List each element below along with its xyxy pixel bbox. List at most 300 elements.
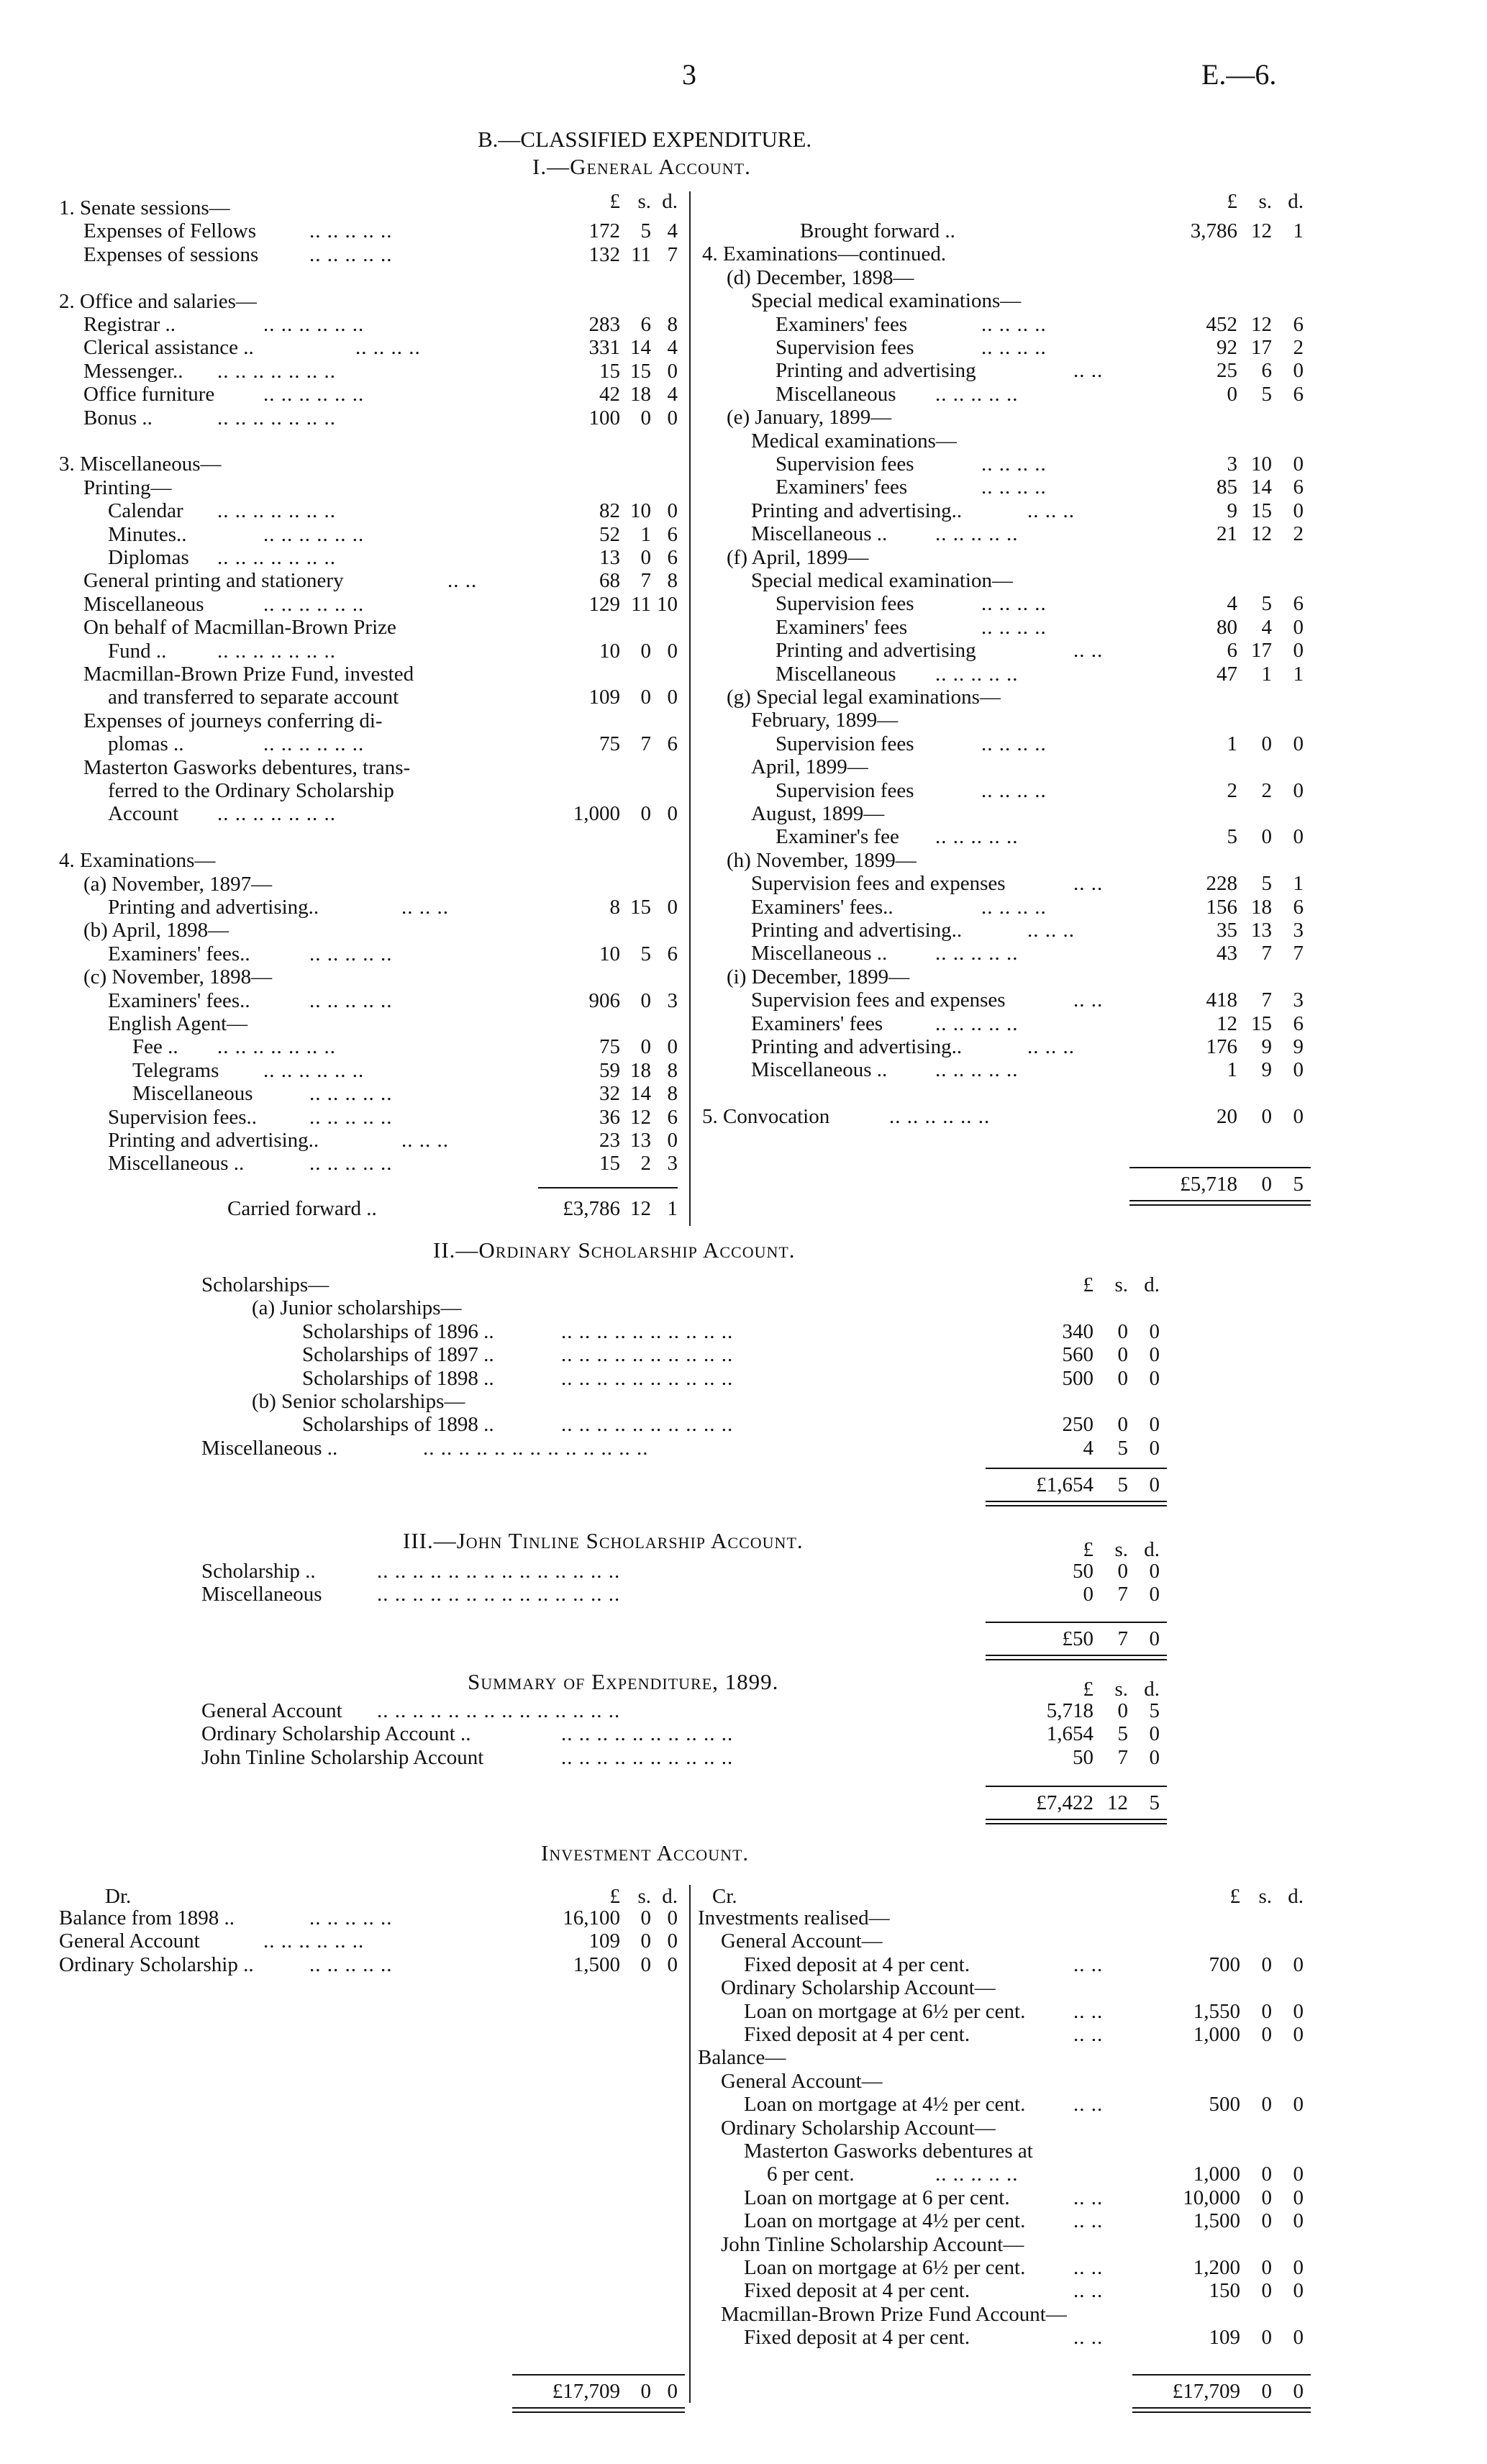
amount-shillings: 15 [1251, 499, 1272, 522]
amount-pounds: 228 [1206, 872, 1237, 896]
amount-shillings: 12 [630, 1105, 651, 1129]
amount-shillings: 0 [640, 406, 651, 429]
column-divider [689, 191, 691, 1226]
header-pounds: £ [1083, 1678, 1093, 1701]
row-label: Brought forward .. [800, 219, 955, 242]
amount-pence: 0 [1149, 1343, 1160, 1367]
row-label: 1. Senate sessions— [59, 196, 230, 219]
amount-pence: 0 [667, 1035, 678, 1059]
amount-pence: 0 [1149, 1436, 1160, 1460]
row-label: Calendar [108, 499, 183, 523]
total-rule [512, 2407, 685, 2409]
header-shillings: s. [1258, 1885, 1272, 1908]
row-label: Macmillan-Brown Prize Fund Account— [721, 2302, 1067, 2326]
row-label: Supervision fees [776, 778, 914, 802]
amount-pence: 0 [1149, 1413, 1160, 1437]
row-label: General Account [201, 1699, 342, 1722]
leader-dots: .. .. .. .. .. [309, 1906, 393, 1929]
leader-dots: .. .. [1073, 2256, 1104, 2279]
amount-shillings: 18 [630, 1058, 651, 1082]
amount-pence: 0 [1293, 453, 1304, 476]
leader-dots: .. .. [1073, 1999, 1104, 2023]
amount-pence: 0 [1293, 732, 1304, 755]
header-pounds: £ [609, 190, 620, 213]
header-pence: d. [1288, 190, 1304, 213]
page-number: 3 [682, 58, 696, 91]
amount-pounds: 176 [1206, 1035, 1237, 1058]
header-pence: d. [662, 1885, 678, 1908]
amount-pounds: 8 [609, 896, 620, 919]
header-pounds: £ [1227, 190, 1237, 213]
row-label: General Account— [721, 2069, 883, 2093]
amount-pence: 8 [667, 1082, 678, 1106]
amount-pounds: 15 [599, 1152, 620, 1176]
row-label: Scholarships of 1898 .. [302, 1366, 494, 1390]
row-label: Fund .. [108, 639, 167, 663]
amount-shillings: 0 [640, 1906, 651, 1929]
amount-shillings: 5 [1261, 592, 1272, 616]
tinline-total-shillings: 7 [1117, 1627, 1128, 1650]
row-label: Printing and advertising.. [751, 919, 963, 942]
amount-shillings: 15 [1251, 1011, 1272, 1035]
row-label: 4. Examinations— [59, 849, 216, 873]
ordinary-scholarship-total-pence: 0 [1149, 1473, 1160, 1496]
total-rule [512, 2374, 685, 2376]
leader-dots: .. .. .. .. .. [309, 1952, 393, 1976]
amount-pounds: 172 [588, 219, 620, 243]
total-rule [986, 1505, 1167, 1506]
leader-dots: .. .. .. .. .. [309, 1082, 393, 1106]
amount-pounds: 25 [1217, 359, 1237, 383]
row-label: Miscellaneous .. [201, 1436, 338, 1460]
amount-shillings: 0 [1261, 2023, 1272, 2046]
investment-credit-total-pence: 0 [1293, 2380, 1304, 2403]
amount-pence: 6 [667, 732, 678, 756]
amount-pence: 0 [1149, 1583, 1160, 1606]
row-label: Minutes.. [108, 522, 187, 546]
leader-dots: .. .. .. .. .. [309, 1152, 393, 1176]
amount-pounds: 23 [599, 1129, 620, 1152]
amount-pence: 0 [1293, 825, 1304, 849]
row-label: Masterton Gasworks debentures, trans- [83, 755, 411, 779]
amount-shillings: 0 [1261, 2326, 1272, 2350]
total-rule [986, 1501, 1167, 1502]
amount-shillings: 15 [630, 896, 651, 919]
amount-pounds: 15 [599, 359, 620, 383]
row-label: Examiner's fee [776, 825, 899, 849]
amount-shillings: 9 [1261, 1035, 1272, 1058]
amount-pence: 0 [1293, 2093, 1304, 2117]
leader-dots: .. .. [1073, 1952, 1104, 1976]
row-label: Ordinary Scholarship Account .. [201, 1722, 471, 1746]
carried-forward-pence: 1 [667, 1197, 678, 1220]
amount-shillings: 0 [1261, 1952, 1272, 1976]
row-label: Scholarships of 1897 .. [302, 1343, 494, 1367]
amount-pence: 3 [1293, 988, 1304, 1012]
row-label: English Agent— [108, 1012, 248, 1035]
row-label: Scholarship .. [201, 1560, 316, 1583]
amount-pounds: 129 [588, 592, 620, 616]
header-shillings: s. [637, 1885, 651, 1908]
amount-pounds: 9 [1227, 499, 1237, 522]
row-label: Expenses of Fellows [83, 219, 257, 243]
amount-pounds: 10,000 [1183, 2186, 1240, 2209]
amount-pence: 0 [667, 359, 678, 383]
row-label: April, 1899— [751, 755, 868, 779]
leader-dots: .. .. .. .. .. [935, 662, 1019, 686]
amount-pounds: 1,200 [1193, 2256, 1240, 2279]
total-rule [986, 1655, 1167, 1656]
total-rule [986, 1786, 1167, 1787]
row-label: 5. Convocation [702, 1105, 830, 1129]
header-shillings: s. [637, 190, 651, 213]
amount-pence: 4 [667, 219, 678, 243]
amount-pounds: 1,000 [1193, 2023, 1240, 2046]
leader-dots: .. .. .. .. .. .. [263, 313, 365, 336]
leader-dots: .. .. .. .. .. .. [263, 732, 365, 756]
row-label: Examiners' fees.. [108, 988, 250, 1012]
investment-heading: Investment Account. [541, 1840, 750, 1865]
leader-dots: .. .. [1073, 359, 1104, 383]
leader-dots: .. .. .. .. .. [935, 382, 1019, 406]
leader-dots: .. .. .. .. [981, 778, 1047, 802]
row-label: Scholarships of 1898 .. [302, 1413, 494, 1437]
amount-pounds: 0 [1083, 1583, 1093, 1606]
ordinary-scholarship-heading: II.—Ordinary Scholarship Account. [433, 1237, 796, 1263]
amount-shillings: 0 [1261, 2209, 1272, 2233]
amount-shillings: 5 [1117, 1722, 1128, 1746]
amount-shillings: 0 [1117, 1319, 1128, 1343]
leader-dots: .. .. .. .. .. [309, 1105, 393, 1129]
row-label: Miscellaneous [776, 662, 896, 686]
total-rule [986, 1819, 1167, 1820]
row-label: Supervision fees [776, 453, 914, 476]
amount-pence: 0 [1293, 2186, 1304, 2209]
amount-shillings: 0 [640, 639, 651, 663]
amount-shillings: 10 [1251, 453, 1272, 476]
leader-dots: .. .. .. .. .. .. .. .. .. .. [561, 1413, 734, 1437]
amount-pence: 0 [1293, 2163, 1304, 2186]
investment-debit-total-pounds: £17,709 [552, 2380, 620, 2403]
leader-dots: .. .. [1073, 2209, 1104, 2233]
tinline-total-pounds: £50 [1062, 1627, 1093, 1650]
amount-shillings: 6 [1261, 359, 1272, 383]
leader-dots: .. .. .. .. [981, 312, 1047, 336]
header-pounds: £ [1083, 1273, 1093, 1296]
amount-pounds: 1 [1227, 1058, 1237, 1082]
leader-dots: .. .. .. .. .. .. [263, 592, 365, 616]
amount-pounds: 331 [588, 336, 620, 360]
amount-pence: 0 [1149, 1722, 1160, 1746]
amount-pounds: 4 [1227, 592, 1237, 616]
leader-dots: .. .. .. .. .. .. .. .. .. .. .. .. .. .. [377, 1560, 621, 1583]
row-label: Fixed deposit at 4 per cent. [744, 2326, 970, 2350]
investment-divider [689, 1885, 691, 2403]
document-reference: E.—6. [1201, 58, 1277, 91]
row-label: (a) November, 1897— [83, 872, 273, 896]
amount-pence: 5 [1149, 1699, 1160, 1722]
amount-pounds: 1,500 [1193, 2209, 1240, 2233]
amount-pence: 4 [667, 336, 678, 360]
amount-pence: 6 [667, 546, 678, 569]
amount-shillings: 14 [1251, 476, 1272, 499]
leader-dots: .. .. .. .. .. .. [263, 1929, 365, 1953]
summary-total-pounds: £7,422 [1036, 1791, 1093, 1814]
leader-dots: .. .. [1073, 2023, 1104, 2046]
amount-pounds: 68 [599, 569, 620, 593]
row-label: 2. Office and salaries— [59, 289, 257, 313]
summary-heading: Summary of Expenditure, 1899. [468, 1669, 779, 1694]
row-label: Scholarships of 1896 .. [302, 1319, 494, 1343]
amount-shillings: 0 [1261, 2093, 1272, 2117]
amount-pounds: 50 [1073, 1560, 1093, 1583]
amount-pence: 0 [667, 686, 678, 709]
row-label: Printing and advertising.. [751, 499, 963, 522]
row-label: Medical examinations— [751, 429, 957, 453]
amount-pounds: 418 [1206, 988, 1237, 1012]
amount-pounds: 1,000 [1193, 2163, 1240, 2186]
amount-shillings: 0 [1261, 2186, 1272, 2209]
general-account-total-pence: 5 [1293, 1173, 1304, 1196]
leader-dots: .. .. .. .. .. .. .. .. .. .. .. .. .. .. [377, 1583, 621, 1606]
amount-pounds: 100 [588, 406, 620, 429]
amount-pence: 8 [667, 313, 678, 336]
leader-dots: .. .. [1073, 639, 1104, 663]
amount-pounds: 1,500 [573, 1952, 620, 1976]
header-shillings: s. [1114, 1538, 1128, 1561]
row-label: Printing and advertising [776, 639, 976, 663]
amount-pounds: 80 [1217, 615, 1237, 639]
leader-dots: .. .. .. .. .. .. .. [217, 546, 336, 569]
header-pence: d. [1144, 1273, 1160, 1296]
leader-dots: .. .. .. .. [981, 476, 1047, 499]
amount-pence: 0 [1293, 499, 1304, 522]
amount-pence: 0 [667, 802, 678, 826]
amount-pence: 6 [1293, 476, 1304, 499]
amount-shillings: 7 [640, 732, 651, 756]
amount-shillings: 5 [1261, 872, 1272, 896]
leader-dots: .. .. .. .. [355, 336, 421, 360]
tinline-scholarship-heading: III.—John Tinline Scholarship Account. [403, 1528, 804, 1553]
amount-pence: 0 [1293, 778, 1304, 802]
row-label: Miscellaneous [83, 592, 204, 616]
amount-pence: 0 [1293, 359, 1304, 383]
amount-pounds: 340 [1062, 1319, 1093, 1343]
row-label: 6 per cent. [767, 2163, 855, 2186]
leader-dots: .. .. .. [1027, 1035, 1075, 1058]
amount-pounds: 59 [599, 1058, 620, 1082]
row-label: Miscellaneous [776, 382, 896, 406]
row-label: ferred to the Ordinary Scholarship [108, 779, 394, 802]
leader-dots: .. .. .. .. [981, 615, 1047, 639]
leader-dots: .. .. .. [401, 1129, 449, 1152]
amount-pence: 0 [1293, 1952, 1304, 1976]
amount-pence: 3 [1293, 919, 1304, 942]
amount-pence: 0 [1293, 2023, 1304, 2046]
amount-pence: 0 [667, 896, 678, 919]
row-label: Supervision fees [776, 336, 914, 359]
amount-pence: 1 [1293, 872, 1304, 896]
leader-dots: .. .. .. .. .. .. .. [217, 359, 336, 383]
investment-debit-total-pence: 0 [667, 2380, 678, 2403]
row-label: (c) November, 1898— [83, 965, 273, 989]
amount-pence: 0 [667, 406, 678, 429]
leader-dots: .. .. .. .. .. [935, 1011, 1019, 1035]
debit-label: Dr. [105, 1885, 132, 1908]
amount-pence: 0 [1149, 1745, 1160, 1769]
amount-shillings: 18 [1251, 895, 1272, 919]
row-label: (g) Special legal examinations— [727, 686, 1001, 709]
amount-shillings: 0 [1261, 1105, 1272, 1129]
credit-label: Cr. [712, 1885, 737, 1908]
row-label: Examiners' fees.. [108, 942, 250, 965]
amount-pounds: 109 [588, 1929, 620, 1953]
amount-shillings: 0 [640, 686, 651, 709]
leader-dots: .. .. .. .. .. [935, 825, 1019, 849]
row-label: Examiners' fees [776, 476, 908, 499]
row-label: Fixed deposit at 4 per cent. [744, 2023, 970, 2046]
row-label: Examiners' fees [776, 615, 908, 639]
header-shillings: s. [1114, 1273, 1128, 1296]
page-title: B.—CLASSIFIED EXPENDITURE. [478, 127, 812, 152]
amount-shillings: 2 [1261, 778, 1272, 802]
row-label: Supervision fees and expenses [751, 988, 1006, 1012]
amount-pounds: 35 [1217, 919, 1237, 942]
amount-pounds: 4 [1083, 1436, 1093, 1460]
amount-shillings: 18 [630, 383, 651, 406]
row-label: Examiners' fees.. [751, 895, 893, 919]
amount-pounds: 10 [599, 639, 620, 663]
amount-pounds: 75 [599, 1035, 620, 1059]
amount-pounds: 42 [599, 383, 620, 406]
row-label: Miscellaneous .. [751, 942, 888, 965]
total-rule [986, 1622, 1167, 1623]
row-label: Examiners' fees [776, 312, 908, 336]
ordinary-scholarship-total-shillings: 5 [1117, 1473, 1128, 1496]
investment-credit-total-pounds: £17,709 [1172, 2380, 1240, 2403]
row-label: Miscellaneous [132, 1082, 253, 1106]
amount-shillings: 12 [1251, 312, 1272, 336]
general-account-total-shillings: 0 [1261, 1173, 1272, 1196]
row-label: Masterton Gasworks debentures at [744, 2140, 1033, 2163]
amount-pence: 6 [667, 942, 678, 965]
leader-dots: .. .. .. .. .. [935, 942, 1019, 965]
amount-pounds: 13 [599, 546, 620, 569]
amount-shillings: 4 [1261, 615, 1272, 639]
amount-pence: 0 [1293, 2279, 1304, 2303]
amount-shillings: 0 [640, 1929, 651, 1953]
header-pounds: £ [1083, 1538, 1093, 1561]
total-rule [986, 1468, 1167, 1469]
amount-shillings: 5 [640, 942, 651, 965]
leader-dots: .. .. .. [1027, 499, 1075, 522]
amount-pounds: 560 [1062, 1343, 1093, 1367]
row-label: Loan on mortgage at 4½ per cent. [744, 2093, 1026, 2117]
row-label: Balance— [698, 2046, 786, 2070]
amount-pence: 0 [1149, 1319, 1160, 1343]
row-label: and transferred to separate account [108, 686, 399, 709]
amount-pounds: 50 [1073, 1745, 1093, 1769]
amount-pounds: 52 [599, 522, 620, 546]
amount-pence: 6 [1293, 382, 1304, 406]
row-label: Investments realised— [698, 1906, 890, 1929]
row-label: Fixed deposit at 4 per cent. [744, 1952, 970, 1976]
leader-dots: .. .. .. .. .. .. .. [217, 639, 336, 663]
row-label: Supervision fees [776, 732, 914, 755]
amount-shillings: 9 [1261, 1058, 1272, 1082]
row-label: Loan on mortgage at 4½ per cent. [744, 2209, 1026, 2233]
amount-pence: 4 [667, 383, 678, 406]
amount-pounds: 5,718 [1046, 1699, 1093, 1722]
amount-shillings: 11 [631, 242, 651, 266]
row-label: Miscellaneous .. [751, 522, 888, 546]
amount-pence: 0 [667, 1906, 678, 1929]
amount-shillings: 0 [1261, 2279, 1272, 2303]
amount-pounds: 32 [599, 1082, 620, 1106]
amount-pounds: 92 [1217, 336, 1237, 359]
amount-pounds: 500 [1062, 1366, 1093, 1390]
row-label: Printing and advertising.. [108, 1129, 319, 1152]
row-label: (e) January, 1899— [727, 406, 892, 429]
amount-pounds: 1 [1227, 732, 1237, 755]
amount-shillings: 1 [640, 522, 651, 546]
amount-pence: 0 [1293, 615, 1304, 639]
ordinary-scholarship-total-pounds: £1,654 [1036, 1473, 1093, 1496]
amount-pounds: 1,550 [1193, 1999, 1240, 2023]
leader-dots: .. .. .. .. [981, 592, 1047, 616]
leader-dots: .. .. .. .. .. [309, 219, 393, 243]
row-label: Expenses of sessions [83, 242, 259, 266]
row-label: General Account [59, 1929, 200, 1953]
amount-shillings: 0 [1117, 1560, 1128, 1583]
leader-dots: .. .. [1073, 988, 1104, 1012]
amount-pence: 6 [1293, 592, 1304, 616]
amount-pence: 3 [667, 1152, 678, 1176]
total-rule [1129, 1204, 1311, 1206]
amount-shillings: 5 [1261, 382, 1272, 406]
amount-shillings: 0 [640, 1035, 651, 1059]
amount-pence: 0 [1293, 2209, 1304, 2233]
general-account-total-pounds: £5,718 [1180, 1173, 1237, 1196]
amount-pounds: 16,100 [563, 1906, 620, 1929]
header-pence: d. [1288, 1885, 1304, 1908]
row-label: Ordinary Scholarship Account— [721, 1976, 996, 2000]
amount-pounds: 75 [599, 732, 620, 756]
row-label: (b) Senior scholarships— [252, 1390, 465, 1413]
row-label: (a) Junior scholarships— [252, 1296, 462, 1320]
amount-pounds: 1,654 [1046, 1722, 1093, 1746]
amount-pounds: 6 [1227, 639, 1237, 663]
amount-pounds: 150 [1209, 2279, 1240, 2303]
row-label: Loan on mortgage at 6 per cent. [744, 2186, 1010, 2209]
leader-dots: .. .. .. .. .. .. [263, 383, 365, 406]
row-label: Printing and advertising.. [751, 1035, 963, 1058]
amount-pounds: 500 [1209, 2093, 1240, 2117]
amount-pounds: 132 [588, 242, 620, 266]
amount-pence: 0 [1149, 1366, 1160, 1390]
amount-shillings: 0 [1261, 2163, 1272, 2186]
amount-shillings: 15 [630, 359, 651, 383]
amount-pence: 6 [667, 522, 678, 546]
leader-dots: .. .. .. [401, 896, 449, 919]
amount-shillings: 10 [630, 499, 651, 523]
header-pence: d. [662, 190, 678, 213]
amount-shillings: 11 [631, 592, 651, 616]
amount-pounds: 10 [599, 942, 620, 965]
row-label: Balance from 1898 .. [59, 1906, 235, 1929]
amount-shillings: 17 [1251, 336, 1272, 359]
amount-pounds: 0 [1227, 382, 1237, 406]
